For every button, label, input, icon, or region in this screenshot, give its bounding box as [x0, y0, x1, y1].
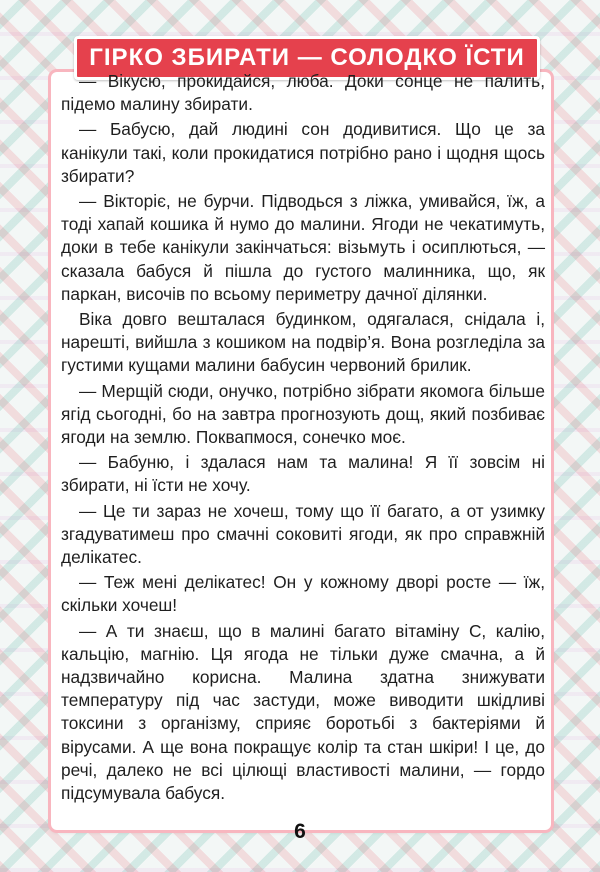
paragraph: — Мерщій сюди, онучко, потрібно зібрати якомога більше ягід сьогодні, бо на завтра прогнозують дощ, який позбиває ягоди на землю. Поквапмося, сонечко моє.: [61, 380, 545, 448]
paragraph: — Бабусю, дай людині сон додивитися. Що це за канікули такі, коли прокидатися потрібно рано і щодня щось збирати?: [61, 119, 545, 186]
story-text: [61, 70, 545, 807]
paragraph: Віка довго вешталася будинком, одягалася, снідала і, нарешті, вийшла з кошиком на подвір’я. Вона розгледіла за густими кущами малини бабусин червоний брилик.: [61, 309, 545, 376]
paragraph: — А ти знаєш, що в малині багато вітаміну С, калію, кальцію, магнію. Ця ягода не тільки дуже смачна, а й надзвичайно корисна. Малина здатна знижувати температуру під час застуди, може виводити шкідливі токсини з організму, сприяє боротьбі з бактеріями й вірусами. А ще вона покращує колір та стан шкіри! І це, до речі, далеко не всі цілющі властивості малини, — гордо підсумувала бабуся.: [61, 620, 545, 804]
paragraph: — Вікусю, прокидайся, люба. Доки сонце не палить, підемо малину збирати.: [61, 71, 545, 115]
page-number: 6: [294, 820, 306, 843]
paragraph: — Вікторіє, не бурчи. Підводься з ліжка, умивайся, їж, а тоді хапай кошика й нумо до малини. Ягоди не чекатимуть, доки в тебе канікули закінчаться: візьмуть і осиплються, — сказала бабуся й пішла до густого малинника, що, як паркан, височів по всьому периметру дачної ділянки.: [61, 191, 545, 304]
paragraph: — Це ти зараз не хочеш, тому що її багато, а от узимку згадуватимеш про смачні соковиті ягоди, як про справжній делікатес.: [61, 500, 545, 568]
paragraph: — Бабуню, і здалася нам та малина! Я її зовсім ні збирати, ні їсти не хочу.: [61, 452, 545, 496]
page-title: ГІРКО ЗБИРАТИ — СОЛОДКО ЇСТИ: [74, 36, 540, 80]
paragraph: — Теж мені делікатес! Он у кожному дворі росте — їж, скільки хочеш!: [61, 572, 545, 616]
